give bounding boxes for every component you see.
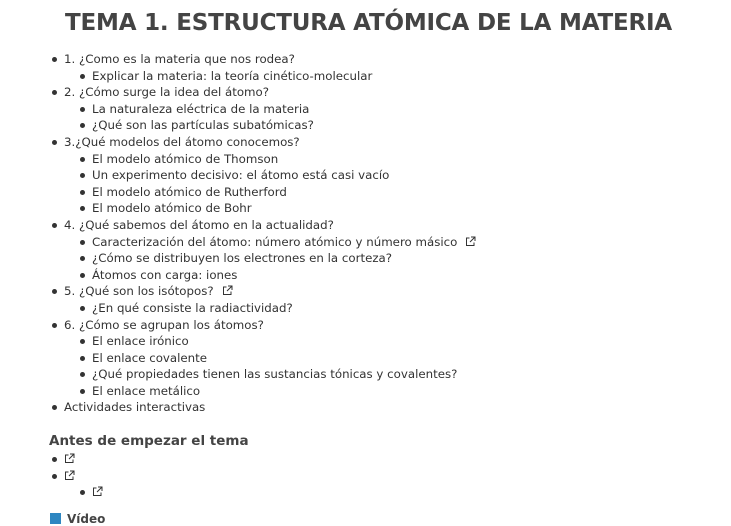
toc-item — [0, 84, 476, 134]
toc-subitem[interactable] — [0, 250, 476, 267]
toc-subitem-label[interactable]: ¿En qué consiste la radiactividad? — [92, 300, 293, 315]
toc-subitem-label[interactable]: El modelo atómico de Bohr — [92, 201, 252, 216]
toc-subitem[interactable] — [0, 184, 476, 201]
bullet-icon — [80, 206, 85, 211]
toc-item-label[interactable]: 2. ¿Cómo surge la idea del átomo? — [64, 85, 270, 100]
toc-subitem-label[interactable]: El modelo atómico de Rutherford — [92, 184, 287, 199]
toc-subitem-label[interactable]: Un experimento decisivo: el átomo está casi vacío — [92, 168, 390, 183]
toc-link[interactable] — [0, 134, 476, 151]
toc-subitem-label[interactable]: ¿Qué son las partículas subatómicas? — [92, 118, 314, 133]
toc-subitem[interactable] — [0, 267, 476, 284]
bullet-icon — [52, 57, 57, 62]
toc-item — [0, 317, 476, 400]
toc-item-label[interactable]: 4. ¿Qué sabemos del átomo en la actualidad? — [64, 217, 334, 232]
page-title: TEMA 1. ESTRUCTURA ATÓMICA DE LA MATERIA — [65, 10, 672, 36]
bullet-icon — [52, 405, 57, 410]
bullet-icon — [80, 107, 85, 112]
video-link[interactable] — [50, 512, 105, 526]
bullet-icon — [80, 190, 85, 195]
bullet-icon — [80, 306, 85, 311]
bullet-icon — [52, 90, 57, 95]
toc-item-label[interactable]: 1. ¿Como es la materia que nos rodea? — [64, 52, 295, 66]
toc-link[interactable] — [0, 399, 476, 416]
toc-subitem[interactable] — [0, 117, 476, 134]
toc-subitem-label[interactable]: El enlace metálico — [92, 383, 201, 398]
bullet-icon — [80, 273, 85, 278]
toc-link[interactable] — [0, 283, 476, 300]
toc-subitem-label[interactable]: La naturaleza eléctrica de la materia — [92, 101, 310, 116]
toc-subitem[interactable] — [0, 200, 476, 217]
external-link-icon[interactable] — [64, 470, 75, 481]
toc-subitem[interactable] — [0, 68, 476, 85]
bullet-icon — [80, 372, 85, 377]
toc-subitem[interactable] — [0, 101, 476, 118]
before-start-links — [0, 451, 103, 501]
table-of-contents — [0, 51, 476, 416]
toc-subitem[interactable] — [0, 300, 476, 317]
external-link-icon[interactable] — [92, 486, 103, 497]
toc-link[interactable] — [0, 217, 476, 234]
toc-item — [0, 217, 476, 283]
bullet-icon — [52, 323, 57, 328]
toc-subitem[interactable] — [0, 333, 476, 350]
bullet-icon — [80, 389, 85, 394]
toc-subitem-label[interactable]: Explicar la materia: la teoría cinético-molecular — [92, 68, 373, 83]
bullet-icon — [80, 256, 85, 261]
list-item[interactable] — [0, 468, 103, 485]
bullet-icon — [80, 157, 85, 162]
toc-link[interactable] — [0, 84, 476, 101]
external-link-icon[interactable] — [222, 285, 233, 296]
toc-link[interactable] — [0, 317, 476, 334]
toc-subitem-label[interactable]: Caracterización del átomo: número atómico y número másico — [92, 234, 458, 249]
toc-subitem[interactable] — [0, 234, 476, 251]
toc-subitem-label[interactable]: ¿Cómo se distribuyen los electrones en la corteza? — [92, 251, 393, 266]
toc-subitem[interactable] — [0, 383, 476, 400]
toc-subitem-label[interactable]: El modelo atómico de Thomson — [92, 151, 279, 166]
external-link-icon[interactable] — [64, 453, 75, 464]
bullet-icon — [80, 123, 85, 128]
toc-item — [0, 283, 476, 316]
bullet-icon — [52, 140, 57, 145]
list-item[interactable] — [0, 484, 103, 501]
section-heading-before-start: Antes de empezar el tema — [49, 433, 249, 449]
bullet-icon — [80, 173, 85, 178]
bullet-icon — [80, 240, 85, 245]
bullet-icon — [80, 74, 85, 79]
bullet-icon — [52, 289, 57, 294]
toc-subitem[interactable] — [0, 350, 476, 367]
toc-subitem[interactable] — [0, 151, 476, 168]
toc-subitem[interactable] — [0, 167, 476, 184]
bullet-icon — [52, 457, 57, 462]
toc-item — [0, 134, 476, 217]
bullet-icon — [52, 223, 57, 228]
toc-subitem-label[interactable]: Átomos con carga: iones — [92, 267, 238, 282]
external-link-icon[interactable] — [465, 236, 476, 247]
bullet-icon — [80, 490, 85, 495]
bullet-icon — [80, 356, 85, 361]
toc-subitem[interactable] — [0, 366, 476, 383]
toc-link[interactable] — [0, 51, 476, 68]
video-icon — [50, 513, 61, 524]
bullet-icon — [52, 474, 57, 479]
video-label: Vídeo — [67, 512, 106, 526]
bullet-icon — [80, 339, 85, 344]
toc-item-label[interactable]: Actividades interactivas — [64, 400, 206, 415]
toc-item — [0, 51, 476, 84]
toc-subitem-label[interactable]: El enlace irónico — [92, 334, 189, 349]
toc-item-label[interactable]: 5. ¿Qué son los isótopos? — [64, 284, 214, 299]
toc-item — [0, 399, 476, 416]
toc-subitem-label[interactable]: ¿Qué propiedades tienen las sustancias tónicas y covalentes? — [92, 367, 458, 382]
toc-item-label[interactable]: 6. ¿Cómo se agrupan los átomos? — [64, 317, 264, 332]
toc-item-label[interactable]: 3.¿Qué modelos del átomo conocemos? — [64, 134, 300, 149]
toc-subitem-label[interactable]: El enlace covalente — [92, 350, 208, 365]
list-item[interactable] — [0, 451, 103, 468]
